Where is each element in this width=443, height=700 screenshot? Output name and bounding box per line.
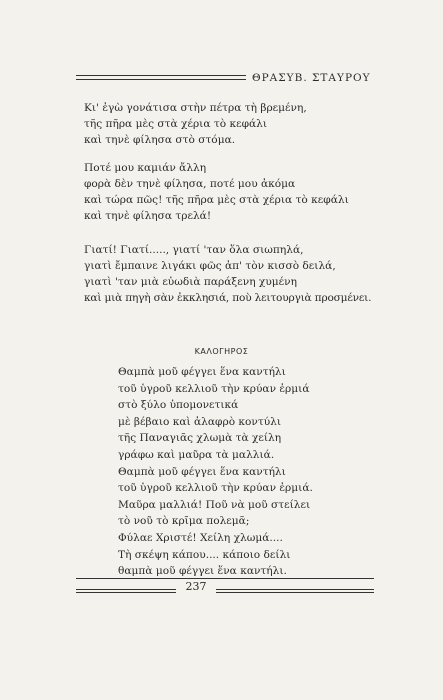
verse-line: Ποτέ μου καμιάν ἄλλη — [84, 162, 207, 174]
verse-line: μὲ βέβαιο καὶ ἀλαφρὸ κοντύλι — [118, 415, 282, 428]
verse-line: τοῦ ὑγροῦ κελλιοῦ τὴν κρύαν ἐρμιά. — [118, 482, 313, 495]
verse-line: γράφω καὶ μαῦρα τὰ μαλλιά. — [118, 448, 275, 461]
verse-line: Θαμπὰ μοῦ φέγγει ἕνα καντήλι — [118, 366, 286, 378]
poem-title: ΚΑΛΟΓΗΡΟΣ — [194, 347, 249, 356]
verse-line: Κι' ἐγὼ γονάτισα στὴν πέτρα τὴ βρεμένη, — [84, 102, 307, 114]
verse-line: καὶ μιὰ πηγὴ σὰν ἐκκλησιά, ποὺ λειτουργιὰ προσμένει. — [84, 292, 372, 304]
footer-rule-top — [76, 578, 374, 579]
verse-line: τῆς Παναγιᾶς χλωμὰ τὰ χείλη — [118, 432, 282, 445]
verse-line: καὶ τηνὲ φίλησα τρελά! — [84, 210, 212, 222]
verse-line: Γιατί! Γιατί....., γιατί 'ταν ὅλα σιωπηλά, — [84, 244, 304, 256]
verse-line: Μαῦρα μαλλιά! Ποῦ νὰ μοῦ στείλει — [118, 498, 311, 511]
verse-line: τοῦ ὑγροῦ κελλιοῦ τὴν κρύαν ἐρμιά — [118, 382, 310, 395]
poem1-stanza3 — [84, 242, 371, 306]
poem2-body — [118, 364, 313, 580]
footer-rule-right-double — [216, 592, 374, 593]
verse-line: καὶ τώρα πῶς! τῆς πῆρα μὲς στὰ χέρια τὸ κεφάλι — [84, 194, 349, 206]
footer-rule-right — [216, 589, 374, 590]
running-header-author: ΘΡΑΣΥΒ. ΣΤΑΥΡΟΥ — [252, 72, 371, 84]
page-number: 237 — [185, 580, 207, 593]
verse-line: καὶ τηνὲ φίλησα στὸ στόμα. — [84, 134, 236, 146]
poem1-stanza1 — [84, 100, 307, 148]
verse-line: θαμπὰ μοῦ φέγγει ἕνα καντήλι. — [118, 565, 287, 578]
header-rule-top — [76, 75, 246, 76]
verse-line: φορὰ δὲν τηνὲ φίλησα, ποτέ μου ἀκόμα — [84, 178, 296, 190]
verse-line: Φύλαε Χριστέ! Χείλη χλωμά.... — [118, 531, 283, 544]
poem1-stanza2 — [84, 160, 349, 224]
verse-line: γιατὶ ἔμπαινε λιγάκι φῶς ἀπ' τὸν κισσὸ δειλά, — [84, 260, 336, 272]
footer-rule-left-double — [76, 592, 176, 593]
verse-line: τὸ νοῦ τὸ κρῖμα πολεμᾶ; — [118, 515, 250, 528]
header-rule-bottom — [76, 79, 246, 80]
verse-line: γιατὶ 'ταν μιὰ εὐωδιὰ παράξενη χυμένη — [84, 276, 297, 288]
footer-rule-left — [76, 589, 176, 590]
verse-line: Τὴ σκέψη κάπου.... κάποιο δείλι — [118, 548, 291, 561]
verse-line: Θαμπὰ μοῦ φέγγει ἕνα καντήλι — [118, 465, 286, 478]
verse-line: τῆς πῆρα μὲς στὰ χέρια τὸ κεφάλι — [84, 118, 268, 130]
verse-line: στὸ ξύλο ὑπομονετικά — [118, 399, 239, 412]
